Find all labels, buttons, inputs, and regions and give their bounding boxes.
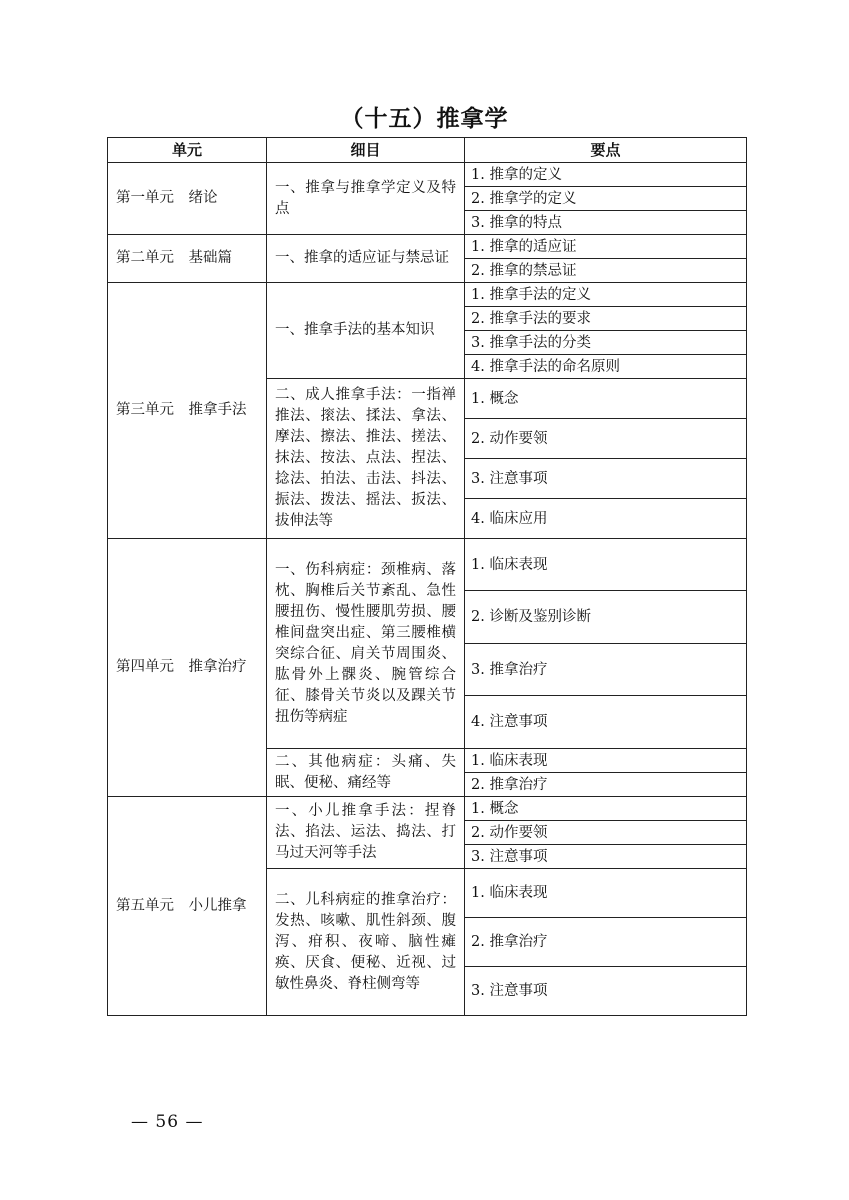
unit-cell: 第二单元 基础篇	[108, 235, 267, 283]
point-cell: 3. 注意事项	[465, 845, 747, 869]
point-cell: 1. 推拿的适应证	[465, 235, 747, 259]
point-cell: 3. 注意事项	[465, 967, 747, 1016]
point-cell: 2. 推拿的禁忌证	[465, 259, 747, 283]
table-row	[108, 163, 747, 187]
point-cell: 1. 临床表现	[465, 749, 747, 773]
point-cell: 2. 动作要领	[465, 821, 747, 845]
point-cell: 2. 推拿学的定义	[465, 187, 747, 211]
page-number: — 56 —	[131, 1112, 204, 1132]
table-row	[108, 797, 747, 821]
item-cell: 二、其他病症：头痛、失眠、便秘、痛经等	[267, 749, 465, 797]
header-item: 细目	[267, 138, 465, 163]
point-cell: 3. 推拿手法的分类	[465, 331, 747, 355]
point-cell: 2. 推拿治疗	[465, 918, 747, 967]
header-unit: 单元	[108, 138, 267, 163]
table-row	[108, 283, 747, 307]
unit-cell: 第一单元 绪论	[108, 163, 267, 235]
point-cell: 1. 概念	[465, 379, 747, 419]
table-header-row	[108, 138, 747, 163]
item-cell: 一、推拿的适应证与禁忌证	[267, 235, 465, 283]
point-cell: 4. 注意事项	[465, 696, 747, 749]
item-cell: 二、儿科病症的推拿治疗：发热、咳嗽、肌性斜颈、腹泻、疳积、夜啼、脑性瘫痪、厌食、便秘、近视、过敏性鼻炎、脊柱侧弯等	[267, 869, 465, 1016]
point-cell: 3. 推拿的特点	[465, 211, 747, 235]
header-point: 要点	[465, 138, 747, 163]
point-cell: 2. 推拿治疗	[465, 773, 747, 797]
point-cell: 4. 临床应用	[465, 499, 747, 539]
item-cell: 一、小儿推拿手法：捏脊法、掐法、运法、捣法、打马过天河等手法	[267, 797, 465, 869]
point-cell: 3. 推拿治疗	[465, 644, 747, 696]
item-cell: 二、成人推拿手法：一指禅推法、㨰法、揉法、拿法、摩法、擦法、推法、搓法、抹法、按法、点法、捏法、捻法、拍法、击法、抖法、振法、拨法、摇法、扳法、拔伸法等	[267, 379, 465, 539]
point-cell: 1. 推拿的定义	[465, 163, 747, 187]
point-cell: 2. 推拿手法的要求	[465, 307, 747, 331]
unit-cell: 第三单元 推拿手法	[108, 283, 267, 539]
point-cell: 1. 推拿手法的定义	[465, 283, 747, 307]
page-title: （十五）推拿学	[340, 105, 509, 132]
point-cell: 1. 临床表现	[465, 539, 747, 591]
item-cell: 一、推拿与推拿学定义及特点	[267, 163, 465, 235]
item-cell: 一、推拿手法的基本知识	[267, 283, 465, 379]
syllabus-table	[107, 137, 747, 1016]
point-cell: 1. 概念	[465, 797, 747, 821]
point-cell: 3. 注意事项	[465, 459, 747, 499]
table-row	[108, 539, 747, 591]
unit-cell: 第五单元 小儿推拿	[108, 797, 267, 1016]
point-cell: 4. 推拿手法的命名原则	[465, 355, 747, 379]
point-cell: 2. 动作要领	[465, 419, 747, 459]
point-cell: 2. 诊断及鉴别诊断	[465, 591, 747, 644]
point-cell: 1. 临床表现	[465, 869, 747, 918]
unit-cell: 第四单元 推拿治疗	[108, 539, 267, 797]
item-cell: 一、伤科病症：颈椎病、落枕、胸椎后关节紊乱、急性腰扭伤、慢性腰肌劳损、腰椎间盘突出症、第三腰椎横突综合征、肩关节周围炎、肱骨外上髁炎、腕管综合征、膝骨关节炎以及踝关节扭伤等病症	[267, 539, 465, 749]
table-row	[108, 235, 747, 259]
